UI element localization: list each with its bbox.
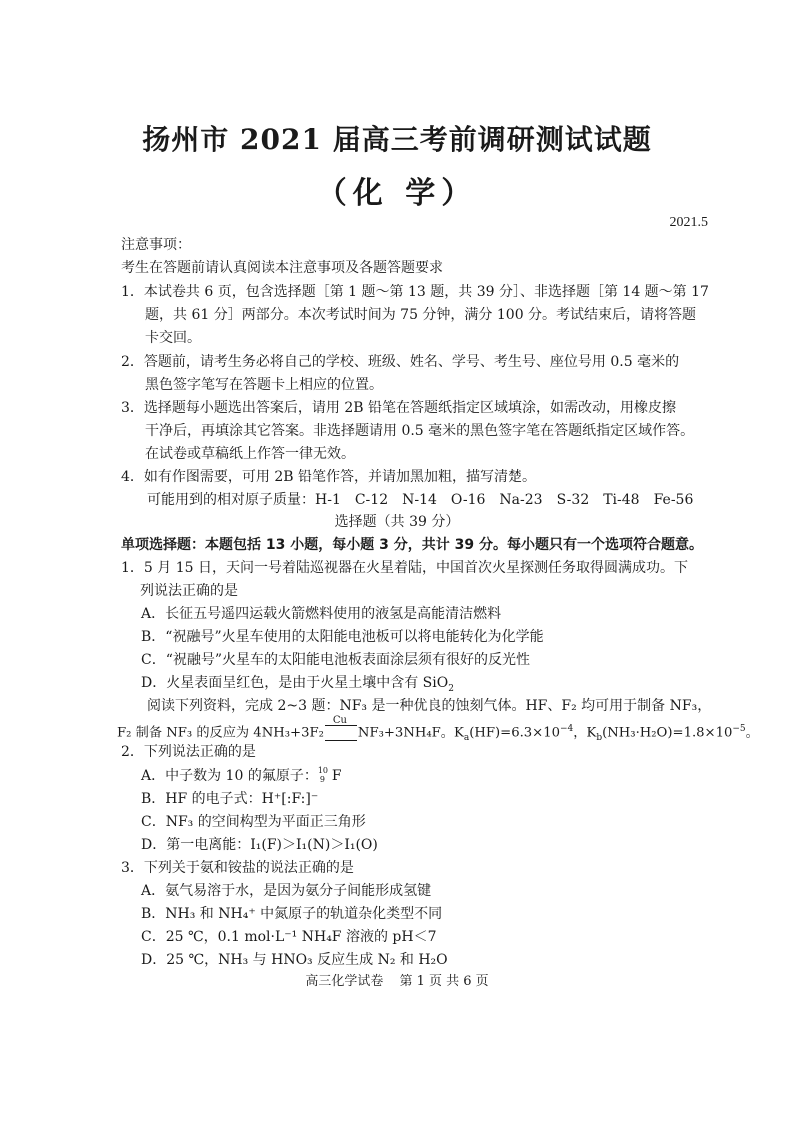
notice-item-1-line-3: 卡交回。 <box>145 330 201 346</box>
notice-item-text: 本试卷共 6 页，包含选择题［第 1 题～第 13 题，共 39 分］、非选择题［第 14 题～第 17 <box>143 284 709 300</box>
reaction-condition <box>325 714 357 741</box>
catalyst-label: Cu <box>332 714 347 726</box>
q1-option-d <box>141 673 454 699</box>
subject-title: （化 学） <box>316 176 478 211</box>
q2-option-d: D．第一电离能：I₁(F)＞I₁(N)＞I₁(O) <box>141 837 378 853</box>
notice-item-4 <box>121 467 536 487</box>
q2-option-b-text: B．HF 的电子式： <box>141 791 262 807</box>
notice-item-number: 2． <box>121 354 144 370</box>
q2-option-a <box>141 766 342 786</box>
section-instruction: 单项选择题：本题包括 13 小题，每小题 3 分，共计 39 分。每小题只有一个选项符合题意。 <box>121 537 703 553</box>
q1-option-d-subscript: 2 <box>448 683 454 694</box>
kb-prefix: ，K <box>573 725 597 741</box>
ka-subscript: a <box>463 733 470 744</box>
notice-intro: 考生在答题前请认真阅读本注意事项及各题答题要求 <box>121 260 443 276</box>
section-heading: 选择题（共 39 分） <box>334 514 460 530</box>
reading-reaction-left: F₂ 制备 NF₃ 的反应为 4NH₃+3F₂ <box>117 725 324 741</box>
kb-value: (NH₃·H₂O)=1.8×10 <box>602 725 733 741</box>
q3-option-b: B．NH₃ 和 NH₄⁺ 中氮原子的轨道杂化类型不同 <box>141 906 443 922</box>
footer-page-number: 第 1 页 共 6 页 <box>399 974 489 989</box>
q3-option-c: C．25 ℃，0.1 mol·L⁻¹ NH₄F 溶液的 pH＜7 <box>141 929 437 945</box>
notice-heading: 注意事项： <box>121 237 191 253</box>
notice-item-number: 1． <box>121 284 144 300</box>
notice-item-2-line-2: 黑色签字笔写在答题卡上相应的位置。 <box>145 377 383 393</box>
notice-item-1-line-2: 题，共 61 分］两部分。本次考试时间为 75 分钟，满分 100 分。考试结束后，请将答题 <box>145 307 697 323</box>
isotope-mass-number: 10 <box>317 766 329 775</box>
notice-item-text: 答题前，请考生务必将自己的学校、班级、姓名、学号、考生号、座位号用 0.5 毫米的 <box>143 354 680 370</box>
q3-option-d: D．25 ℃，NH₃ 与 HNO₃ 反应生成 N₂ 和 H₂O <box>141 952 448 968</box>
notice-item-1 <box>121 282 709 302</box>
ka-exponent: −4 <box>560 724 574 734</box>
q2-stem: 2．下列说法正确的是 <box>121 744 256 760</box>
exam-date: 2021.5 <box>669 215 708 230</box>
isotope-notation <box>318 767 332 785</box>
electron-formula: H⁺[:F:]⁻ <box>261 791 319 807</box>
q3-option-a: A．氨气易溶于水，是因为氨分子间能形成氢键 <box>141 883 432 899</box>
q2-option-a-text: A．中子数为 10 的氟原子： <box>141 768 318 784</box>
kb-exponent: −5 <box>732 724 746 734</box>
notice-item-number: 4． <box>121 469 144 485</box>
notice-item-3-line-2: 干净后，再填涂其它答案。非选择题请用 0.5 毫米的黑色签字笔在答题纸指定区域作答。 <box>145 423 695 439</box>
notice-item-text: 选择题每小题选出答案后，请用 2B 铅笔在答题纸指定区域填涂，如需改动，用橡皮擦 <box>143 400 677 416</box>
reading-reaction-right: NF₃+3NH₄F。K <box>357 725 464 741</box>
page-title: 扬州市 2021 届高三考前调研测试试题 <box>142 123 652 156</box>
isotope-symbol: F <box>331 768 342 784</box>
notice-item-3-line-3: 在试卷或草稿纸上作答一律无效。 <box>145 446 355 462</box>
notice-item-number: 3． <box>121 400 144 416</box>
q2-option-c: C．NF₃ 的空间构型为平面正三角形 <box>141 814 366 830</box>
q1-option-c: C．“祝融号”火星车的太阳能电池板表面涂层须有很好的反光性 <box>141 652 531 668</box>
q1-stem: 1．5 月 15 日，天问一号着陆巡视器在火星着陆，中国首次火星探测任务取得圆满成功。下 <box>121 560 688 576</box>
reading-line-1: 阅读下列资料，完成 2~3 题：NF₃ 是一种优良的蚀刻气体。HF、F₂ 均可用于制备 NF₃， <box>147 698 712 714</box>
isotope-atomic-number: 9 <box>319 775 325 784</box>
kb-subscript: b <box>596 733 603 744</box>
q1-stem-line-2: 列说法正确的是 <box>140 583 238 599</box>
footer-paper-name: 高三化学试卷 <box>305 974 384 989</box>
notice-item-2 <box>121 352 679 372</box>
page-footer <box>0 970 794 989</box>
q1-option-b: B．“祝融号”火星车使用的太阳能电池板可以将电能转化为化学能 <box>141 629 544 645</box>
notice-item-text: 如有作图需要，可用 2B 铅笔作答，并请加黑加粗，描写清楚。 <box>143 469 537 485</box>
q2-option-b <box>141 789 318 809</box>
q1-option-d-text: D．火星表面呈红色，是由于火星土壤中含有 SiO <box>141 675 449 691</box>
q1-option-a: A．长征五号遥四运载火箭燃料使用的液氢是高能清洁燃料 <box>141 606 502 622</box>
atomic-masses: 可能用到的相对原子质量：H-1 C-12 N-14 O-16 Na-23 S-32 Ti-48 Fe-56 <box>147 492 694 508</box>
q3-stem: 3．下列关于氨和铵盐的说法正确的是 <box>121 860 354 876</box>
notice-item-3 <box>121 398 676 418</box>
reading-end: 。 <box>745 725 759 741</box>
ka-value: (HF)=6.3×10 <box>469 725 561 741</box>
